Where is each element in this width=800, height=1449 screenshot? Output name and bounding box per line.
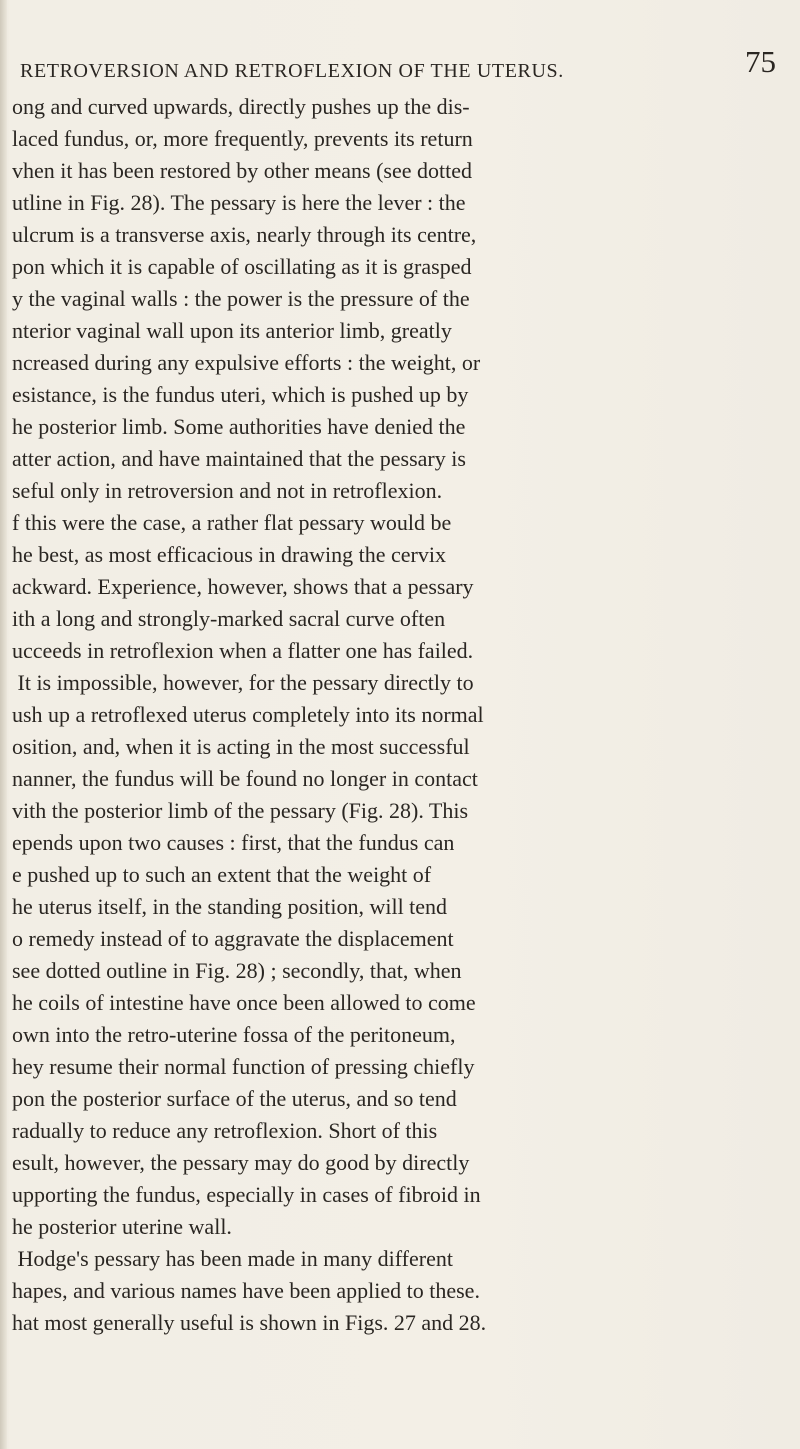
text-line: osition, and, when it is acting in the most successful: [12, 734, 470, 759]
text-line: esult, however, the pessary may do good by directly: [12, 1150, 470, 1175]
text-line: see dotted outline in Fig. 28) ; secondly, that, when: [12, 958, 462, 983]
text-line: pon the posterior surface of the uterus, and so tend: [12, 1086, 457, 1111]
text-line: esistance, is the fundus uteri, which is pushed up by: [12, 382, 469, 407]
text-line: y the vaginal walls : the power is the pressure of the: [12, 286, 470, 311]
text-line: ncreased during any expulsive efforts : the weight, or: [12, 350, 481, 375]
text-line: atter action, and have maintained that the pessary is: [12, 446, 466, 471]
text-line: hat most generally useful is shown in Figs. 27 and 28.: [12, 1310, 487, 1335]
text-line: upporting the fundus, especially in cases of fibroid in: [12, 1182, 481, 1207]
text-line: nterior vaginal wall upon its anterior limb, greatly: [12, 318, 452, 343]
text-line: he best, as most efficacious in drawing the cervix: [12, 542, 446, 567]
text-line: laced fundus, or, more frequently, prevents its return: [12, 126, 473, 151]
text-line: hapes, and various names have been applied to these.: [12, 1278, 480, 1303]
text-line: ackward. Experience, however, shows that a pessary: [12, 574, 474, 599]
text-line: seful only in retroversion and not in retroflexion.: [12, 478, 443, 503]
text-line: epends upon two causes : first, that the fundus can: [12, 830, 455, 855]
text-line: pon which it is capable of oscillating as it is grasped: [12, 254, 472, 279]
text-line: own into the retro-uterine fossa of the peritoneum,: [12, 1022, 456, 1047]
text-line: vhen it has been restored by other means (see dotted: [12, 158, 473, 183]
text-line: vith the posterior limb of the pessary (Fig. 28). This: [12, 798, 469, 823]
text-line: hey resume their normal function of pressing chiefly: [12, 1054, 475, 1079]
text-line: ith a long and strongly-marked sacral curve often: [12, 606, 446, 631]
text-line: e pushed up to such an extent that the weight of: [12, 862, 432, 887]
running-head: RETROVERSION AND RETROFLEXION OF THE UTERUS.: [20, 60, 564, 82]
text-line: o remedy instead of to aggravate the displacement: [12, 926, 454, 951]
text-line: utline in Fig. 28). The pessary is here the lever : the: [12, 190, 466, 215]
text-line: radually to reduce any retroflexion. Short of this: [12, 1118, 438, 1143]
text-line: f this were the case, a rather flat pessary would be: [12, 510, 452, 535]
text-line: he coils of intestine have once been allowed to come: [12, 990, 476, 1015]
text-line: he uterus itself, in the standing position, will tend: [12, 894, 448, 919]
text-line: Hodge's pessary has been made in many different: [12, 1246, 453, 1271]
text-line: he posterior uterine wall.: [12, 1214, 232, 1239]
text-line: ush up a retroflexed uterus completely into its normal: [12, 702, 484, 727]
text-line: ucceeds in retroflexion when a flatter one has failed.: [12, 638, 474, 663]
page-number: 75: [745, 44, 776, 79]
text-line: nanner, the fundus will be found no longer in contact: [12, 766, 478, 791]
text-line: It is impossible, however, for the pessary directly to: [12, 670, 474, 695]
text-line: he posterior limb. Some authorities have denied the: [12, 414, 466, 439]
text-line: ulcrum is a transverse axis, nearly through its centre,: [12, 222, 477, 247]
text-line: ong and curved upwards, directly pushes up the dis-: [12, 94, 470, 119]
